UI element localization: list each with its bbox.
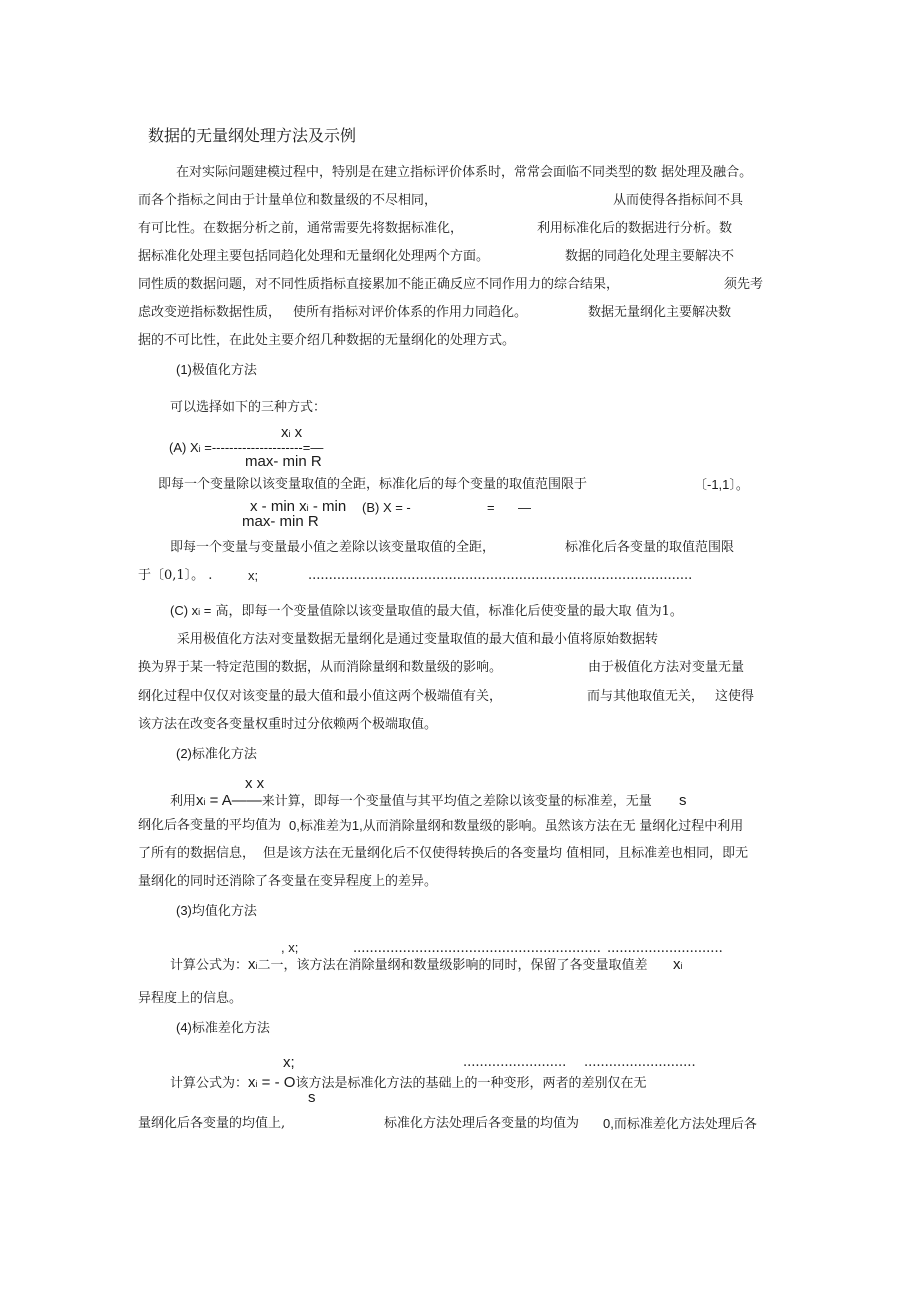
formula-a-numerator: xi x bbox=[281, 424, 303, 441]
section-1-heading: (1)极值化方法 bbox=[176, 362, 257, 377]
section-1-para-line-4: 该方法在改变各变量权重时过分依赖两个极端取值。 bbox=[138, 717, 438, 732]
formula-b-dash: — bbox=[518, 500, 531, 515]
section-3-heading: (3)均值化方法 bbox=[176, 903, 257, 918]
intro-line-2b: 从而使得各指标间不具 bbox=[613, 193, 744, 208]
formula-4-top: x; bbox=[283, 1054, 295, 1071]
formula-2-line: 利用xi = A——来计算，即每一个变量值与其平均值之差除以该变量的标准差，无量 bbox=[170, 792, 652, 809]
formula-3-line: 计算公式为：xi二一，该方法在消除量纲和数量级影响的同时，保留了各变量取值差 bbox=[170, 956, 648, 973]
intro-line-6c: 数据无量纲化主要解决数 bbox=[588, 305, 732, 320]
description-b-x: x; bbox=[248, 568, 259, 583]
section-2-heading: (2)标准化方法 bbox=[176, 746, 257, 761]
formula-a-denominator: max- min R bbox=[245, 453, 322, 470]
section-1-para-line-3c: 这使得 bbox=[715, 689, 755, 704]
section-2-para-line-1a: 纲化后各变量的平均值为 bbox=[138, 818, 282, 833]
intro-line-1: 在对实际问题建模过程中，特别是在建立指标评价体系时，常常会面临不同类型的数 据处理及融合。 bbox=[176, 165, 753, 180]
page-title: 数据的无量纲处理方法及示例 bbox=[148, 126, 357, 145]
description-b-line-2: 标准化后各变量的取值范围限 bbox=[565, 540, 735, 555]
formula-4-line: 计算公式为：xi = - O该方法是标准化方法的基础上的一种变形，两者的差别仅在无 bbox=[170, 1074, 647, 1091]
formula-b-equals: = bbox=[487, 500, 495, 515]
section-4-last-line-c: 0,而标准差化方法处理后各 bbox=[603, 1116, 757, 1131]
section-1-para-line-2b: 由于极值化方法对变量无量 bbox=[588, 660, 745, 675]
intro-line-6a: 虑改变逆指标数据性质， bbox=[138, 305, 282, 320]
section-4-last-line-a: 量纲化后各变量的均值上, bbox=[138, 1116, 286, 1131]
formula-b-denominator: max- min R bbox=[242, 513, 319, 530]
section-2-para-line-2a: 了所有的数据信息， bbox=[138, 846, 256, 861]
intro-line-6b: 使所有指标对评价体系的作用力同趋化。 bbox=[293, 305, 528, 320]
intro-line-5b: 须先考 bbox=[724, 277, 764, 292]
description-b-line-1: 即每一个变量与变量最小值之差除以该变量取值的全距， bbox=[170, 540, 496, 555]
section-3-tail: 异程度上的信息。 bbox=[138, 991, 243, 1006]
section-1-para-line-3b: 而与其他取值无关， bbox=[587, 689, 705, 704]
section-2-para-line-2b: 但是该方法在无量纲化后不仅使得转换后的各变量均 值相同，且标准差也相同，即无 bbox=[263, 846, 749, 861]
dotted-leader-3b: ............................ bbox=[607, 941, 723, 956]
dotted-leader-4b: ........................... bbox=[584, 1055, 696, 1070]
intro-line-4b: 数据的同趋化处理主要解决不 bbox=[565, 249, 735, 264]
formula-3-xi: xi bbox=[673, 956, 683, 973]
formula-b-label: (B) X = - bbox=[362, 500, 411, 515]
dotted-leader-4a: ......................... bbox=[463, 1055, 567, 1070]
intro-line-5a: 同性质的数据问题，对不同性质指标直接累加不能正确反应不同作用力的综合结果， bbox=[138, 277, 620, 292]
formula-2-top: x x bbox=[245, 775, 265, 792]
intro-line-3b: 利用标准化后的数据进行分析。数 bbox=[537, 221, 733, 236]
section-4-last-line-b: 标准化方法处理后各变量的均值为 bbox=[384, 1116, 580, 1131]
section-4-heading: (4)标准差化方法 bbox=[176, 1020, 270, 1035]
description-a: 即每一个变量除以该变量取值的全距，标准化后的每个变量的取值范围限于 bbox=[158, 477, 588, 492]
section-1-lead: 可以选择如下的三种方式： bbox=[170, 400, 327, 415]
intro-line-4a: 据标准化处理主要包括同趋化处理和无量纲化处理两个方面。 bbox=[138, 249, 490, 264]
formula-b-numerator: x - min xi - min bbox=[250, 498, 347, 515]
intro-line-2a: 而各个指标之间由于计量单位和数量级的不尽相同， bbox=[138, 193, 438, 208]
description-b-line-3: 于〔0,1〕。 . bbox=[138, 568, 213, 583]
section-1-para-line-1: 采用极值化方法对变量数据无量纲化是通过变量取值的最大值和最小值将原始数据转 bbox=[177, 632, 659, 647]
formula-a-left: (A) Xi =---------------------=— bbox=[169, 440, 324, 455]
formula-c: (C) xi = 高，即每一个变量值除以该变量取值的最大值，标准化后使变量的最大取 值为1。 bbox=[170, 603, 683, 619]
range-a: 〔-1,1〕。 bbox=[694, 477, 749, 492]
section-1-para-line-2a: 换为界于某一特定范围的数据，从而消除量纲和数量级的影响。 bbox=[138, 660, 503, 675]
formula-3-top: , x; bbox=[281, 940, 299, 955]
section-1-para-line-3a: 纲化过程中仅仅对该变量的最大值和最小值这两个极端值有关， bbox=[138, 689, 503, 704]
intro-line-3a: 有可比性。在数据分析之前，通常需要先将数据标准化， bbox=[138, 221, 464, 236]
dotted-leader-b: ............................................................................................. bbox=[308, 568, 693, 583]
dotted-leader-3a: ............................................................ bbox=[353, 941, 601, 956]
section-2-para-line-3: 量纲化的同时还消除了各变量在变异程度上的差异。 bbox=[138, 874, 438, 889]
formula-2-s: s bbox=[679, 792, 687, 809]
section-2-para-line-1b: 0,标准差为1,从而消除量纲和数量级的影响。虽然该方法在无 量纲化过程中利用 bbox=[289, 818, 744, 833]
formula-4-s: s bbox=[308, 1089, 316, 1106]
intro-line-7: 据的不可比性，在此处主要介绍几种数据的无量纲化的处理方式。 bbox=[138, 333, 516, 348]
